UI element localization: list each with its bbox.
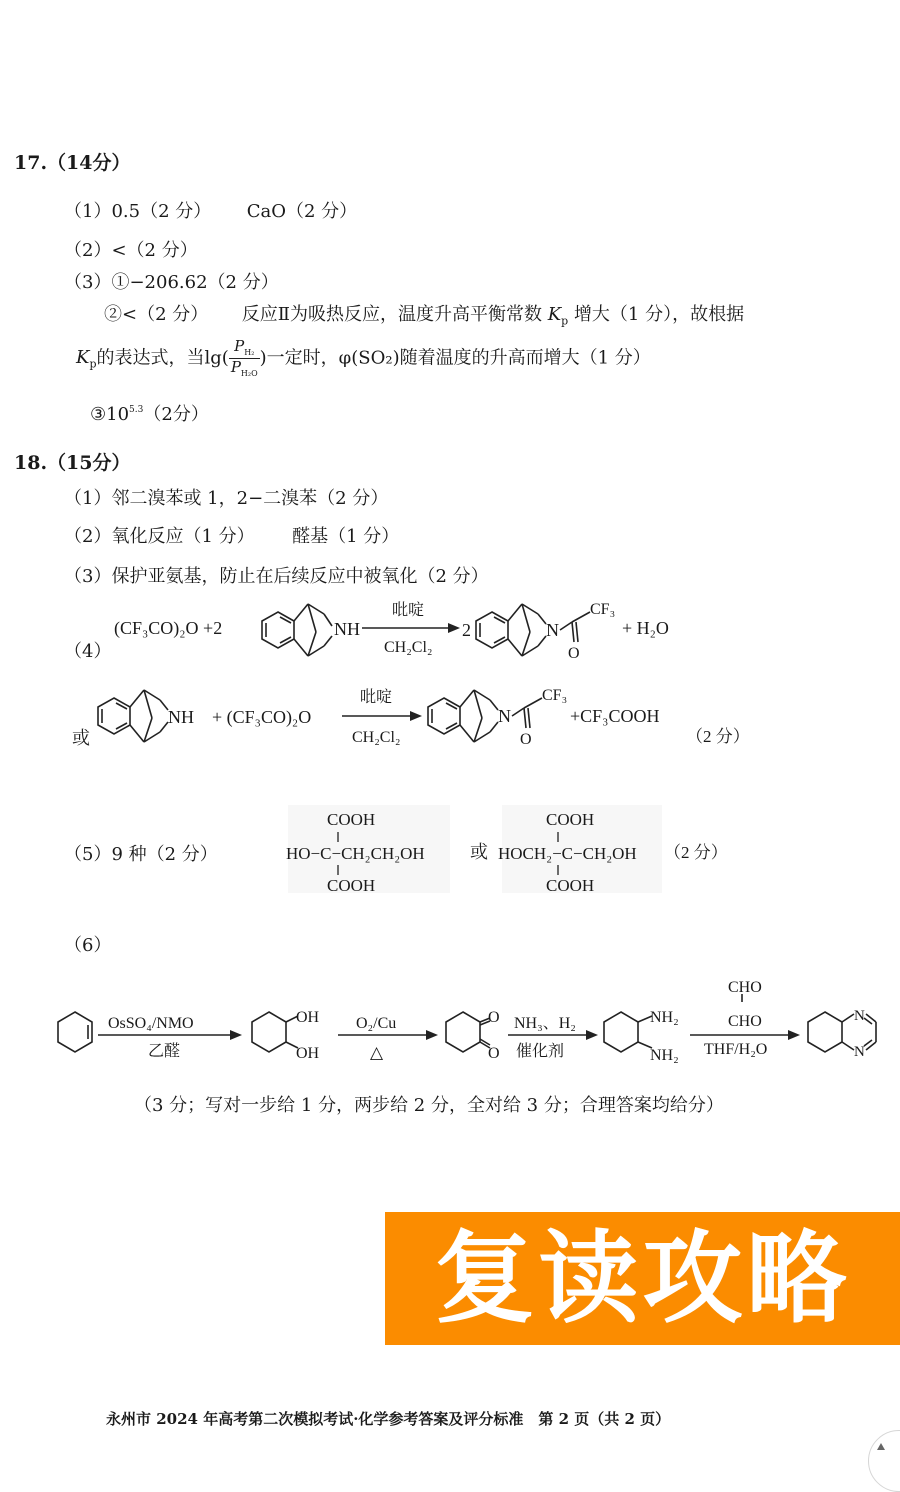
- svg-text:N: N: [854, 1044, 865, 1060]
- svg-text:（2 分）: （2 分）: [664, 843, 728, 862]
- q17-part3-label: （3）: [64, 272, 112, 293]
- q17-part1-ans1: 0.5（2 分）: [111, 201, 212, 222]
- kp-symbol-2: $K_p$: [76, 347, 97, 371]
- svg-text:HO−C−CH₂CH₂OH: HO−C−CH₂CH₂OH: [286, 844, 425, 863]
- svg-text:吡啶: 吡啶: [392, 602, 425, 619]
- svg-text:COOH: COOH: [327, 876, 376, 895]
- svg-text:NH₂: NH₂: [650, 1009, 679, 1026]
- q18-part4-equation1: [100, 590, 700, 670]
- svg-text:催化剂: 催化剂: [516, 1043, 565, 1060]
- scroll-to-top-button[interactable]: [868, 1430, 900, 1492]
- svg-text:OH: OH: [296, 1045, 320, 1062]
- q17-part1-ans2: CaO（2 分）: [246, 201, 358, 222]
- q17-part1-label: （1）: [64, 201, 112, 222]
- q17-part2: [64, 236, 198, 262]
- q18-part2-ans2: 醛基（1 分）: [292, 526, 400, 547]
- svg-text:+ (CF₃CO)₂O: + (CF₃CO)₂O: [212, 707, 312, 727]
- q17-part3-ans1: ①−206.62（2 分）: [111, 272, 279, 293]
- pressure-fraction: $\frac{P_{H_2}}{P_{H_2O}}$: [230, 337, 258, 378]
- svg-text:CH₂Cl₂: CH₂Cl₂: [352, 729, 401, 746]
- svg-text:△: △: [370, 1043, 384, 1062]
- svg-text:或: 或: [470, 842, 488, 862]
- q18-part2: [64, 522, 399, 548]
- cyclohexene-icon: [58, 1012, 92, 1052]
- svg-text:或: 或: [72, 728, 90, 748]
- svg-text:CH₂Cl₂: CH₂Cl₂: [384, 639, 433, 656]
- q18-part5-structures: [280, 800, 740, 900]
- svg-text:CHO: CHO: [728, 979, 762, 996]
- svg-text:NH: NH: [168, 707, 194, 727]
- svg-text:COOH: COOH: [327, 810, 376, 829]
- svg-text:乙醛: 乙醛: [148, 1043, 181, 1060]
- q18-part1: （1）邻二溴苯或 1，2−二溴苯（2 分）: [64, 488, 389, 509]
- svg-text:O₂/Cu: O₂/Cu: [356, 1015, 397, 1032]
- svg-text:OH: OH: [296, 1009, 320, 1026]
- svg-text:COOH: COOH: [546, 810, 595, 829]
- q17-part3-ans2-text4: )一定时，φ(SO₂)随着温度的升高而增大（1 分）: [259, 347, 651, 369]
- page-footer: 永州市 2024 年高考第二次模拟考试·化学参考答案及评分标准 第 2 页（共 2 页）: [106, 1410, 671, 1428]
- svg-text:HOCH₂−C−CH₂OH: HOCH₂−C−CH₂OH: [498, 844, 637, 863]
- benzazepine-structure-icon: [98, 690, 168, 742]
- svg-text:NH: NH: [334, 619, 360, 639]
- svg-text:吡啶: 吡啶: [360, 689, 393, 706]
- svg-text:O: O: [488, 1045, 500, 1062]
- q17-part3-a2-line2: [76, 338, 651, 379]
- svg-text:N: N: [498, 706, 511, 726]
- q18-part3: （3）保护亚氨基，防止在后续反应中被氧化（2 分）: [64, 566, 489, 587]
- svg-text:OsSO₄/NMO: OsSO₄/NMO: [108, 1015, 194, 1032]
- q18-part2-ans1: （2）氧化反应（1 分）: [64, 526, 255, 547]
- svg-text:+ H₂O: + H₂O: [622, 618, 669, 638]
- watermark-text: 复读攻略: [434, 1219, 851, 1337]
- q18-part4-equation2: [70, 680, 790, 760]
- svg-text:2: 2: [462, 620, 471, 640]
- svg-text:N: N: [854, 1008, 865, 1024]
- q18-header: 18.（15分）: [14, 452, 131, 474]
- svg-text:（2 分）: （2 分）: [686, 727, 750, 746]
- q18-part6-note: （3 分；写对一步给 1 分，两步给 2 分，全对给 3 分；合理答案均给分）: [134, 1095, 724, 1116]
- q17-part3-a3: $③10^{5.3}(2$分）: [90, 404, 209, 425]
- q17-part2-label: （2）: [64, 240, 112, 261]
- benzazepine-structure-icon: [262, 604, 332, 656]
- svg-text:O: O: [488, 1009, 500, 1026]
- q18-part5-label: （5）9 种（2 分）: [64, 844, 218, 865]
- svg-text:+CF₃COOH: +CF₃COOH: [570, 706, 660, 726]
- svg-text:O: O: [568, 645, 580, 662]
- svg-text:NH₂: NH₂: [650, 1047, 679, 1064]
- svg-text:O: O: [520, 731, 532, 748]
- svg-text:COOH: COOH: [546, 876, 595, 895]
- svg-text:CF₃: CF₃: [542, 687, 568, 704]
- svg-text:CHO: CHO: [728, 1013, 762, 1030]
- svg-text:CF₃: CF₃: [590, 601, 616, 618]
- svg-text:N: N: [546, 620, 559, 640]
- q17-header: 17.（14分）: [14, 152, 131, 174]
- q17-part3-ans2-text3: 的表达式，当lg(: [96, 347, 229, 369]
- q18-part6-synthesis-route: [40, 970, 900, 1070]
- kp-symbol: $K_p$: [547, 304, 569, 328]
- q17-part3-a1: [64, 268, 279, 294]
- arrow-up-icon: [877, 1443, 885, 1450]
- svg-text:NH₃、H₂: NH₃、H₂: [514, 1015, 576, 1032]
- q18-part4-label: （4）: [64, 641, 112, 662]
- q17-part3-ans2-prefix: ②<（2 分）: [104, 304, 209, 325]
- q17-part3-a2-line1: [104, 300, 744, 328]
- watermark-banner: [385, 1212, 900, 1345]
- q17-part3-ans2-text2: 增大（1 分），故根据: [573, 304, 745, 325]
- q17-part2-ans: <（2 分）: [111, 240, 198, 261]
- svg-text:THF/H₂O: THF/H₂O: [704, 1041, 768, 1058]
- q17-part3-ans2-text: 反应Ⅱ为吸热反应，温度升高平衡常数: [241, 304, 542, 325]
- q17-part1: [64, 197, 357, 223]
- svg-text:(CF₃CO)₂O +2: (CF₃CO)₂O +2: [114, 618, 223, 638]
- q18-part6-label: （6）: [64, 935, 112, 956]
